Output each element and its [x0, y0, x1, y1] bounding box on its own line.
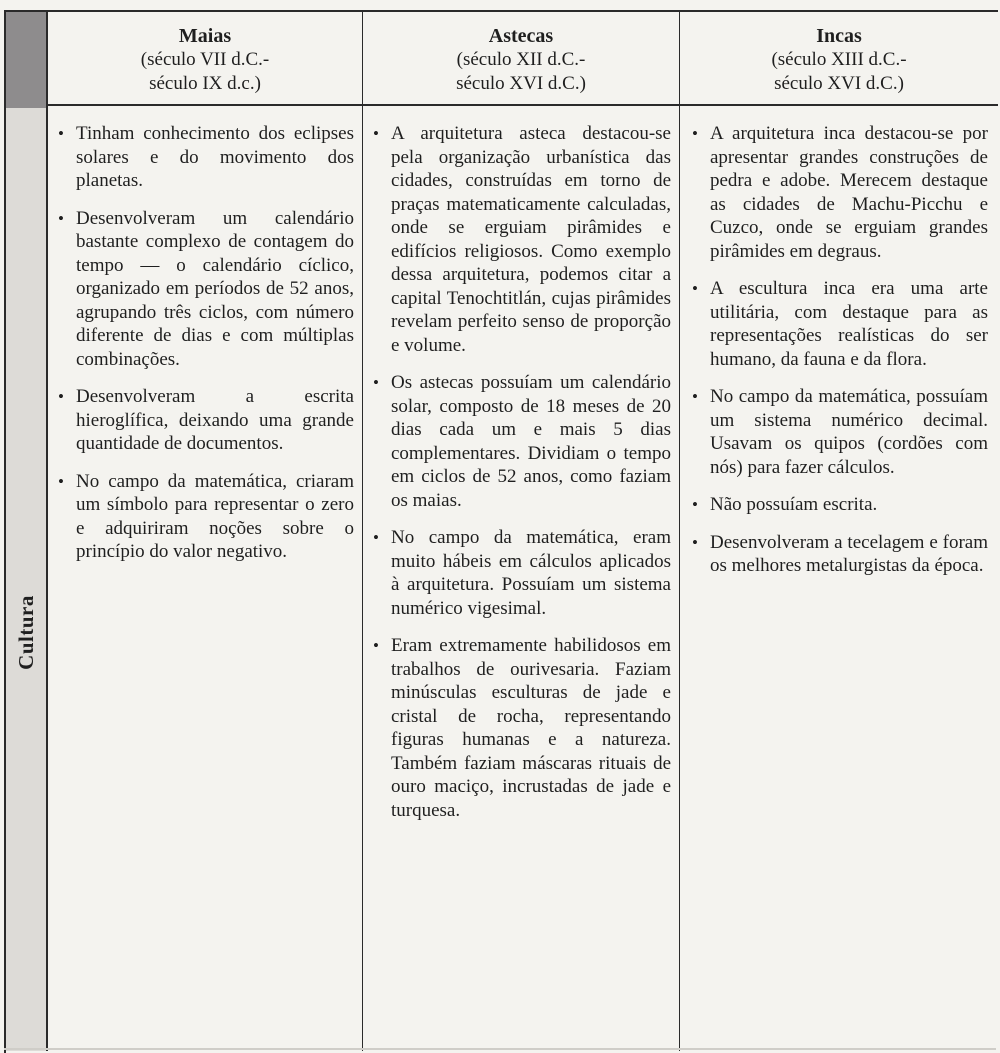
period-text: (século XII d.C.- — [456, 49, 586, 70]
bullet-icon: • — [373, 636, 379, 655]
civilization-name: Maias — [178, 25, 232, 47]
list-item: • Os astecas possuíam um calendário solar, composto de 18 meses de 20 dias cada um e mais 5 dias complementares. Dividiam o tempo em ciclos de 52 anos, como faziam os maias. — [373, 372, 671, 511]
bottom-rule — [4, 1048, 996, 1050]
list-item: • Eram extremamente habilidosos em trabalhos de ourivesaria. Faziam minúsculas esculturas de jade e cristal de rocha, representando figuras humanas e a natureza. Também faziam máscaras rituais de ouro maciço, incrustadas de jade e turquesa. — [373, 635, 671, 821]
bullet-icon: • — [58, 208, 64, 228]
list-item: • Desenvolveram um calendário bastante complexo de contagem do tempo — o calendário cíclico, organizado em períodos de 52 anos, agrupando três ciclos, com número diferente de dias e com múltiplas combinações. — [58, 207, 354, 370]
column-maias — [54, 108, 354, 1051]
header-astecas — [363, 12, 679, 106]
civilization-name: Incas — [816, 25, 862, 47]
period-text: (século VII d.C.- — [140, 49, 270, 70]
civilization-name: Astecas — [488, 25, 554, 47]
list-item: • No campo da matemática, possuíam um sistema numérico decimal. Usavam os quipos (cordões com nós) para fazer cálculos. — [692, 386, 988, 478]
bullet-icon: • — [58, 124, 64, 143]
bullet-icon: • — [58, 471, 64, 491]
row-label-header-cell — [6, 12, 46, 108]
period-text: (século XIII d.C.- — [771, 49, 907, 70]
row-label-body-cell — [6, 108, 46, 1051]
bullet-icon: • — [692, 279, 698, 298]
list-item: • Tinham conhecimento dos eclipses solares e do movimento dos planetas. — [58, 123, 354, 191]
list-item: • Desenvolveram a escrita hieroglífica, deixando uma grande quantidade de documentos. — [58, 386, 354, 454]
item-list — [54, 122, 354, 564]
period-text: século XVI d.C.) — [774, 73, 904, 94]
list-item: • A arquitetura asteca destacou-se pela organização urbanística das cidades, construídas em torno de praças matematicamente calculadas, onde se erguiam pirâmides e edifícios religiosos. Como exemplo dessa arquitetura, podemos citar a capital Tenochtitlán, cujas pirâmides revelam perfeito senso de proporção e volume. — [373, 123, 671, 356]
bullet-icon: • — [58, 387, 64, 406]
row-label-column — [6, 12, 48, 1051]
comparison-table — [4, 10, 998, 1053]
period-text: século IX d.c.) — [149, 73, 261, 94]
period-text: século XVI d.C.) — [456, 73, 586, 94]
bullet-icon: • — [373, 124, 379, 143]
bullet-icon: • — [692, 387, 698, 406]
column-divider — [679, 12, 680, 1051]
bullet-icon: • — [692, 495, 698, 514]
row-label — [10, 592, 42, 672]
list-item: • No campo da matemática, eram muito hábeis em cálculos aplicados à arquitetura. Possuíam um sistema numérico vigesimal. — [373, 527, 671, 619]
item-list — [369, 122, 671, 822]
bullet-icon: • — [692, 124, 698, 143]
column-incas — [688, 108, 988, 1051]
list-item: • Desenvolveram a tecelagem e foram os melhores metalurgistas da época. — [692, 531, 988, 576]
header-incas — [680, 12, 998, 106]
column-divider — [362, 12, 363, 1051]
header-maias — [48, 12, 362, 106]
bullet-icon: • — [373, 528, 379, 547]
row-label-text: Cultura — [13, 594, 38, 670]
list-item: • A escultura inca era uma arte utilitária, com destaque para as representações realísticas do ser humano, da fauna e da flora. — [692, 278, 988, 370]
column-astecas — [369, 108, 671, 1051]
list-item: • A arquitetura inca destacou-se por apresentar grandes construções de pedra e adobe. Merecem destaque as cidades de Machu-Picchu e Cuzco, onde se erguiam grandes pirâmides em degraus. — [692, 123, 988, 262]
bullet-icon: • — [692, 532, 698, 552]
bullet-icon: • — [373, 373, 379, 392]
list-item: • No campo da matemática, criaram um símbolo para representar o zero e adquiriram noções sobre o princípio do valor negativo. — [58, 470, 354, 562]
item-list — [688, 122, 988, 578]
list-item: • Não possuíam escrita. — [692, 494, 878, 515]
